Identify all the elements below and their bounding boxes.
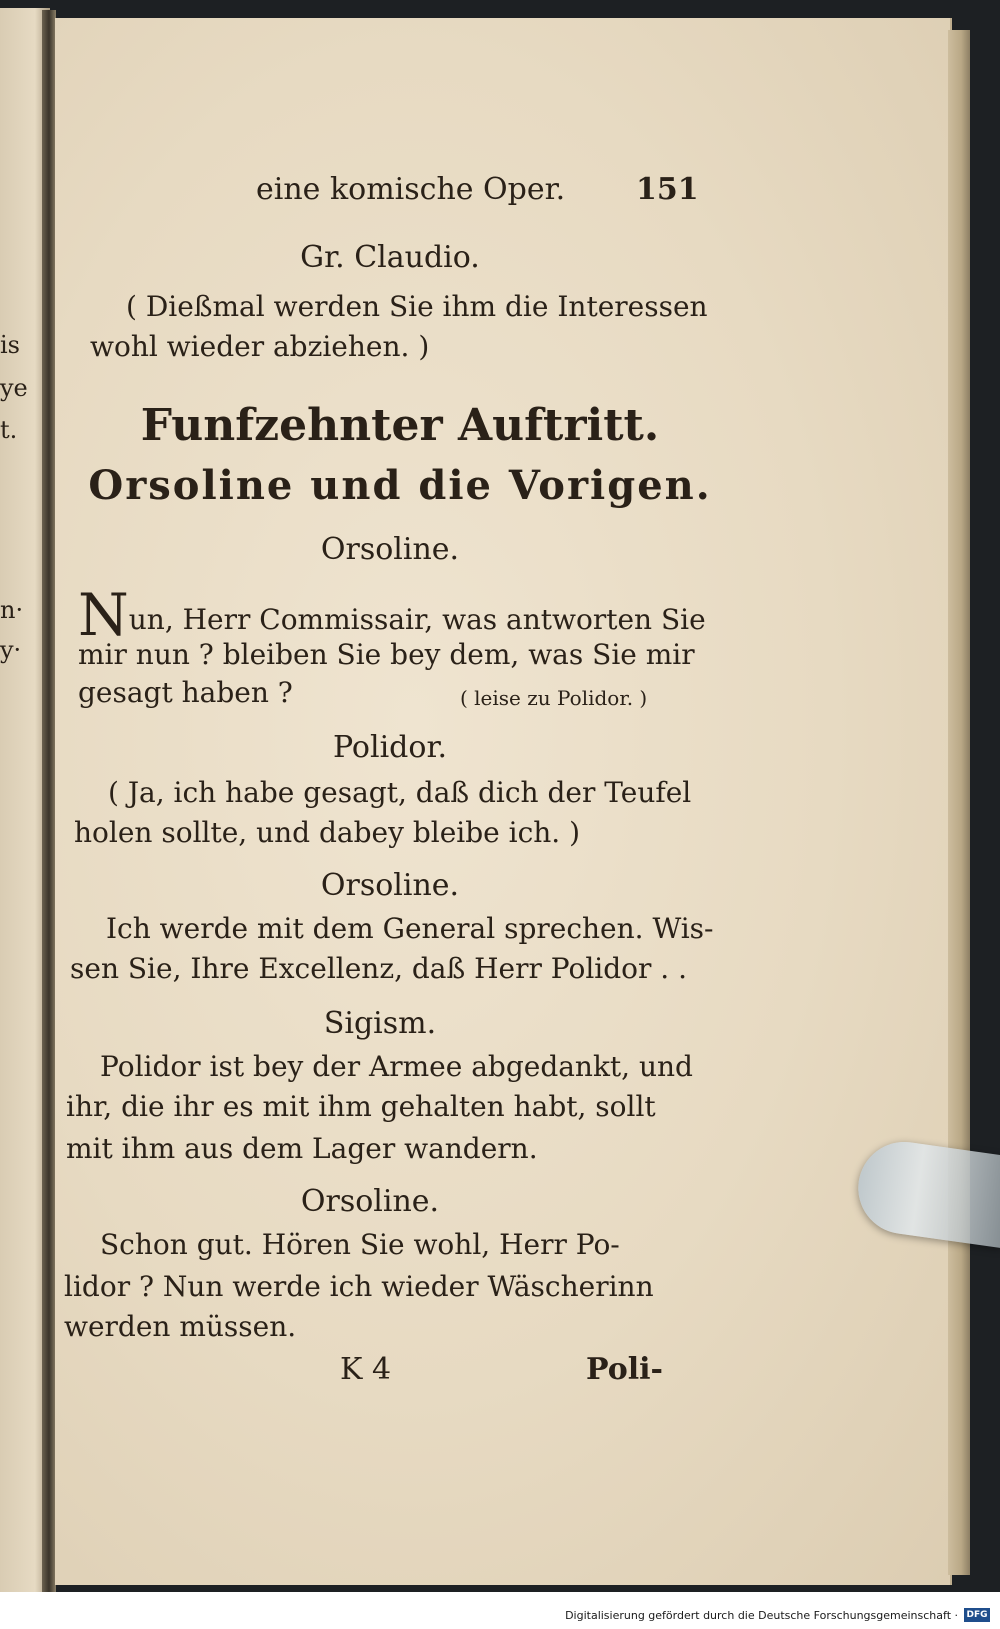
left-page-fragment: n· xyxy=(0,596,24,624)
speaker-orsoline: Orsoline. xyxy=(320,532,460,567)
sigism-line-3: mit ihm aus dem Lager wandern. xyxy=(66,1132,538,1165)
digitization-credit: Digitalisierung gefördert durch die Deutsche Forschungsgemeinschaft · xyxy=(565,1609,958,1622)
speaker-orsoline: Orsoline. xyxy=(320,868,460,903)
book-gutter xyxy=(42,10,56,1593)
orsoline-line-2: mir nun ? bleiben Sie bey dem, was Sie mir xyxy=(78,638,695,671)
orsoline2-line-2: sen Sie, Ihre Excellenz, daß Herr Polidor . . xyxy=(70,952,687,985)
speaker-sigism: Sigism. xyxy=(323,1006,437,1041)
sigism-line-1: Polidor ist bey der Armee abgedankt, und xyxy=(100,1050,693,1083)
orsoline-line-1 xyxy=(78,581,706,649)
speaker-orsoline: Orsoline. xyxy=(300,1184,440,1219)
dfg-logo-badge: DFG xyxy=(964,1608,990,1622)
scene-persons: Orsoline und die Vorigen. xyxy=(88,462,712,509)
sigism-line-2: ihr, die ihr es mit ihm gehalten habt, sollt xyxy=(66,1090,656,1123)
orsoline3-line-2: lidor ? Nun werde ich wieder Wäscherinn xyxy=(64,1270,654,1303)
left-page-fragment: t. xyxy=(0,416,18,444)
claudio-line-2: wohl wieder abziehen. ) xyxy=(90,330,430,363)
orsoline-line-1-text: un, Herr Commissair, was antworten Sie xyxy=(128,603,706,636)
page-number: 151 xyxy=(636,172,699,207)
polidor-line-1: ( Ja, ich habe gesagt, daß dich der Teufel xyxy=(108,776,692,809)
page-edge-stack xyxy=(948,30,970,1575)
running-title: eine komische Oper. xyxy=(256,172,566,207)
speaker-polidor: Polidor. xyxy=(332,730,448,765)
stage-direction-aside: ( leise zu Polidor. ) xyxy=(460,686,648,710)
signature-mark: K 4 xyxy=(340,1352,392,1387)
polidor-line-2: holen sollte, und dabey bleibe ich. ) xyxy=(74,816,581,849)
drop-cap: N xyxy=(78,581,129,649)
catchword: Poli- xyxy=(586,1352,664,1387)
left-page-fragment: ye xyxy=(0,374,28,402)
left-page-fragment: y· xyxy=(0,636,22,664)
speaker-claudio: Gr. Claudio. xyxy=(300,240,480,275)
orsoline3-line-1: Schon gut. Hören Sie wohl, Herr Po- xyxy=(100,1228,620,1261)
claudio-line-1: ( Dießmal werden Sie ihm die Interessen xyxy=(126,290,708,323)
orsoline3-line-3: werden müssen. xyxy=(64,1310,297,1343)
orsoline-line-3: gesagt haben ? xyxy=(78,676,293,709)
scene-title: Funfzehnter Auftritt. xyxy=(140,400,660,451)
left-page-fragment: is xyxy=(0,331,20,359)
orsoline2-line-1: Ich werde mit dem General sprechen. Wis- xyxy=(106,912,714,945)
